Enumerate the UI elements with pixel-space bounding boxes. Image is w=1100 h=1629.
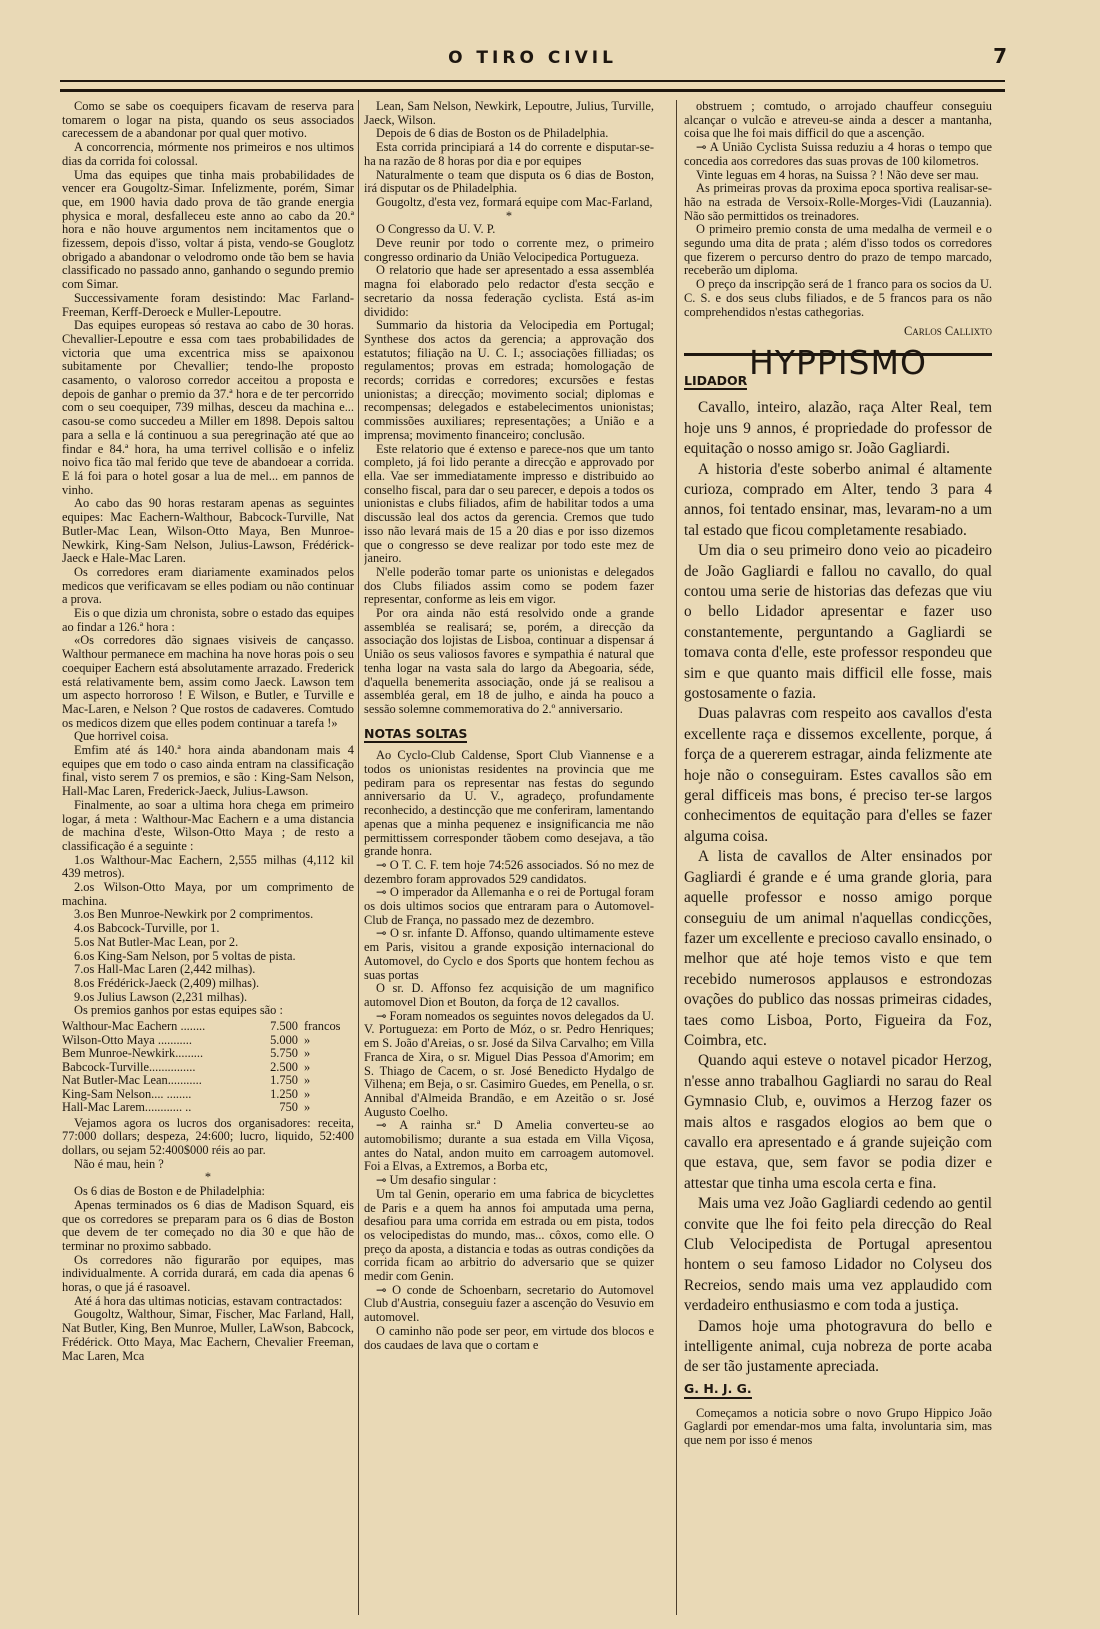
- prize-row: [62, 1074, 354, 1088]
- news-item: Um tal Genin, operario em uma fabrica de bicyclettes de Paris e a quem ha annos foi amputada uma perna, desafiou para uma corrida em estrada ou em pista, todos os velocipedistas do mundo, mas... côxos, como elle. O preço da aposta, a distancia e todas as outras condições da corrida ficam ao arbitrio do adversario que se quizer medir com Genin.: [364, 1186, 654, 1284]
- ghjg-heading: G. H. J. G.: [684, 1382, 752, 1399]
- article-boston-continued: [364, 100, 654, 210]
- notas-soltas: [364, 749, 654, 1352]
- notas-soltas-heading: NOTAS SOLTAS: [364, 727, 467, 744]
- paragraph: Não é mau, hein ?: [74, 1156, 164, 1171]
- paragraph: Esta corrida principiará a 14 do corrente e disputar-se-ha na razão de 8 horas por dia e por equipes: [364, 140, 654, 168]
- paragraph: Cavallo, inteiro, alazão, raça Alter Real, tem hoje uns 9 annos, é propriedade do professor de equitação o nosso amigo sr. João Gagliardi.: [684, 399, 992, 458]
- prize-amount: 5.750: [270, 1046, 298, 1061]
- article-six-days: [62, 100, 354, 1018]
- news-item: O primeiro premio consta de uma medalha de vermeil e o segundo uma dita de prata ; além d'isso todos os corredores que fizerem o percurso dentro do prazo de tempo marcado, receberão um diploma.: [684, 222, 992, 278]
- news-item: O caminho não pode ser peor, em virtude dos blocos e dos caudaes de lava que o cortam e: [364, 1323, 654, 1352]
- paragraph: Até á hora das ultimas noticias, estavam contractados:: [74, 1293, 343, 1308]
- news-item: ⊸ Foram nomeados os seguintes novos delegados da U. V. Portugueza: em Porto de Móz, o sr. Pedro Henriques; em S. João d'Areias, o sr. José da Silva Carvalho; em Villa Franca de Xira, o sr. Miguel Dias Pessoa d'Amorim; em S. Thiago de Cacem, o sr. José Benedicto Hydalgo de Vilhena; em Beja, o sr. Casimiro Guedes, em Penella, o sr. Annibal d'Almeida Brandão, e em Azeitão o sr. José Augusto Coelho.: [364, 1008, 654, 1119]
- news-item: obstruem ; comtudo, o arrojado chauffeur conseguiu alcançar o vulcão e atreveu-se ainda a descer a mantanha, coisa que lhe foi mais difficil do que a ascenção.: [684, 100, 992, 141]
- paragraph: Deve reunir por todo o corrente mez, o primeiro congresso ordinario da União Velocipedica Portugueza.: [364, 236, 654, 264]
- news-item: O sr. D. Affonso fez acquisição de um magnifico automovel Dion et Bouton, da força de 12 cavallos.: [364, 981, 654, 1009]
- paragraph: O relatorio que hade ser apresentado a essa assembléa magna foi elaborado pelo redactor d'esta secção e secretario da nossa federação cyclista. Está as-im dividido:: [364, 263, 654, 319]
- paragraph: 6.os King-Sam Nelson, por 5 voltas de pista.: [74, 948, 296, 963]
- news-item: ⊸ O T. C. F. tem hoje 74:526 associados. Só no mez de dezembro foram approvados 529 candidatos.: [364, 857, 654, 886]
- prize-unit: »: [304, 1046, 311, 1061]
- paragraph: 2.os Wilson-Otto Maya, por um comprimento de machina.: [62, 880, 354, 908]
- prize-team: Babcock-Turville...............: [62, 1059, 196, 1074]
- news-item: ⊸ A União Cyclista Suissa reduziu a 4 horas o tempo que concedia aos corredores das suas provas de 100 kilometros.: [684, 140, 992, 168]
- prize-unit: »: [304, 1032, 311, 1047]
- paragraph: O Congresso da U. V. P.: [376, 222, 496, 237]
- prize-unit: »: [304, 1100, 311, 1115]
- paragraph: A historia d'este soberbo animal é altamente curioza, comprado em Alter, tendo 3 para 4 annos, foi tentado ensinar, mas, levaram-no a um tal estado que ficou completamente resabiado.: [684, 460, 992, 539]
- paragraph: Uma das equipes que tinha mais probabilidades de vencer era Gougoltz-Simar. Infelizmente, porém, Simar que, em 1900 havia dado prova de tão grande energia physica e moral, desfalleceu este anno ao cabo da 20.ª hora e não houve argumentos nem incitamentos que o fizessem, depois d'isso, voltar á pista, vendo-se Gouglotz obrigado a abandonar o velodromo onde tão bem se havia classificado no passado anno, ganhando o segundo premio com Simar.: [62, 167, 354, 292]
- article-lidador: [684, 398, 992, 1378]
- prize-team: King-Sam Nelson.... ........: [62, 1086, 192, 1101]
- newspaper-title: O TIRO CIVIL: [448, 48, 617, 68]
- paragraph: Duas palavras com respeito aos cavallos d'esta excellente raça e dissemos excellente, porque, á força de a quererem estragar, ainda felizmente ate hoje não o conseguiram. Estes cavallos são em geral difficeis mas bons, é preciso ter-se largos conhecimentos de equitação para d'elles se fazer alguma coisa.: [684, 705, 992, 845]
- prize-row: [62, 1020, 354, 1034]
- prize-amount: 1.250: [270, 1086, 298, 1101]
- paragraph: Como se sabe os coequipers ficavam de reserva para tomarem o logar na pista, quando os seus associados carecessem de a abandonar por qual quer motivo.: [62, 100, 354, 141]
- paragraph: Damos hoje uma photogravura do bello e intelligente animal, cuja nobreza de porte acaba de ser tão justamente apreciada.: [684, 1317, 992, 1376]
- column-divider: [676, 100, 677, 1615]
- paragraph: 1.os Walthour-Mac Eachern, 2,555 milhas (4,112 kil 439 metros).: [62, 852, 354, 881]
- paragraph: Das equipes europeas só restava ao cabo de 30 horas. Chevallier-Lepoutre e essa com taes probabilidades de victoria que uma excentrica miss se apaixonou subitamente por Chevallier; tendo-lhe proposto casamento, o valoroso corredor acceitou a proposta e depois de ganhar o premio da 37.ª hora e de ter percorrido com o seu coequiper, 739 milhas, desceu da machina e... casou-se como succedeu a Miller em 1898. Depois saltou para a sella e lá continuou a sua peregrinação até que ao findar e 84.ª hora, ha uma terrivel collisão e o infeliz noivo fica tão mal ferido que teve de abandoear a corrida. E lá foi para o hotel gosar a lua de mel... em pannos de vinho.: [62, 318, 354, 497]
- prize-row: [62, 1101, 354, 1115]
- prize-team: Nat Butler-Mac Lean...........: [62, 1073, 202, 1088]
- paragraph: Depois de 6 dias de Boston os de Philadelphia.: [376, 126, 609, 141]
- paragraph: 4.os Babcock-Turville, por 1.: [74, 921, 220, 936]
- prizes-table: [62, 1020, 354, 1115]
- paragraph: «Os corredores dão signaes visiveis de cançasso. Walthour permanece em machina ha nove horas pois o seu coequiper Eachern está absolutamente arrazado. Frederick está relativamente bem, assim como Jaeck. Lawson tem um aspecto horroroso ! E Wilson, e Butler, e Turville e Mac-Laren, e Nelson ? Que rostos de cadaveres. Comtudo os medicos dizem que elles podem continuar a tarefa !»: [62, 633, 354, 730]
- author-signature: Carlos Callixto: [904, 324, 992, 339]
- prize-team: Wilson-Otto Maya ...........: [62, 1032, 192, 1047]
- article-congresso-uvp: [364, 223, 654, 716]
- lidador-heading: LIDADOR: [684, 374, 747, 391]
- paragraph: Gougoltz, Walthour, Simar, Fischer, Mac Farland, Hall, Nat Butler, King, Ben Munroe, Muller, LaWson, Babcock, Frédérick. Otto Maya, Mac Eachern, Chevalier Freeman, Mac Laren, Mca: [62, 1307, 354, 1363]
- paragraph: Eis o que dizia um chronista, sobre o estado das equipes ao findar a 126.ª hora :: [62, 606, 354, 634]
- column-divider: [358, 100, 359, 1615]
- paragraph: N'elle poderão tomar parte os unionistas e delegados dos Clubs filiados assim como se podem fazer representar, conforme as leis em vigor.: [364, 564, 654, 607]
- news-item: ⊸ A rainha sr.ª D Amelia converteu-se ao automobilismo; durante a sua estada em Villa Viçosa, antes do Natal, andon muito em carroagem automovel. Foi a Elvas, a Extremos, a Borba etc,: [364, 1118, 654, 1174]
- paragraph: Os premios ganhos por estas equipes são :: [74, 1003, 283, 1018]
- news-item: Vinte leguas em 4 horas, na Suissa ? ! Não deve ser mau.: [696, 167, 979, 182]
- news-item: ⊸ Um desafio singular :: [376, 1173, 497, 1188]
- news-item: ⊸ O sr. infante D. Affonso, quando ultimamente esteve em Paris, visitou a grande exposição internacional do Automovel, do Cyclo e dos Sports que hontem fechou as suas portas: [364, 926, 654, 982]
- page-number: 7: [993, 44, 1007, 68]
- news-item: ⊸ O imperador da Allemanha e o rei de Portugal foram os dois ultimos socios que entraram para o Automovel-Club de França, no passado mez de dezembro.: [364, 885, 654, 927]
- paragraph: Os corredores eram diariamente examinados pelos medicos que verificavam se elles podiam ou não continuar a prova.: [62, 564, 354, 607]
- news-item: O preço da inscripção será de 1 franco para os socios da U. C. S. e dos seus clubs filiados, e de 5 francos para os não comprehendidos n'estas cathegorias.: [684, 277, 992, 319]
- prize-row: [62, 1047, 354, 1061]
- prize-row: [62, 1061, 354, 1075]
- paragraph: 9.os Julius Lawson (2,231 milhas).: [74, 989, 248, 1004]
- paragraph: Este relatorio que é extenso e parece-nos que um tanto completo, já foi lido perante a direcção e approvado por ella. Vae ser immediatamente impresso e distribuido ao conselho fiscal, para dar o seu parecer, e depois a todos os unionistas e clubs filiados, afim de habilitar todos a uma discussão leal dos actos da gerencia. Cremos que tudo isso não levará mais de 15 a 20 dias e por isso dizemos que o congresso se deve realizar por todo este mez de janeiro.: [364, 441, 654, 566]
- prize-unit: francos: [304, 1019, 341, 1034]
- paragraph: 8.os Frédérick-Jaeck (2,409) milhas).: [74, 976, 260, 990]
- paragraph: Por ora ainda não está resolvido onde a grande assembléa se realisará; se, porém, a direcção da associação dos lojistas de Lisboa, continuar a dispensar á União os seus valiosos favores e sympathia é natural que tenha logar na vasta sala do largo da Abegoaria, séde, d'aquella benemerita associação, onde já se realisou a assembléa geral, em 18 de julho, e ainda ha pouco a sessão solemne commemorativa do 2.º anniversario.: [364, 606, 654, 716]
- organisers-profit: [62, 1117, 354, 1172]
- paragraph: Apenas terminados os 6 dias de Madison Squard, eis que os corredores se preparam para os 6 dias de Boston que devem de ter começado no dia 30 e que hão de terminar no proximo sabbado.: [62, 1197, 354, 1253]
- prize-team: Bem Munroe-Newkirk.........: [62, 1046, 204, 1061]
- prize-unit: »: [304, 1059, 311, 1074]
- paragraph: Gougoltz, d'esta vez, formará equipe com Mac-Farland,: [376, 194, 653, 209]
- prize-amount: 5.000: [270, 1032, 298, 1047]
- prize-team: Walthour-Mac Eachern ........: [62, 1019, 206, 1034]
- prize-team: Hall-Mac Larem............ ..: [62, 1100, 192, 1115]
- prize-amount: 2.500: [270, 1059, 298, 1074]
- paragraph: 7.os Hall-Mac Laren (2,442 milhas).: [74, 962, 256, 977]
- column-1: [62, 100, 354, 1620]
- column-2: [364, 100, 654, 1620]
- paragraph: A concorrencia, mórmente nos primeiros e nos ultimos dias da corrida foi colossal.: [62, 140, 354, 168]
- notas-soltas-continued: [684, 100, 992, 319]
- paragraph: 3.os Ben Munroe-Newkirk por 2 comprimentos.: [74, 907, 314, 922]
- paragraph: Emfim até ás 140.ª hora ainda abandonam mais 4 equipes que em todo o caso ainda entram na classificação final, visto serem 7 os premios, e são : King-Sam Nelson, Hall-Mac Laren, Frederick-Jaeck, Julius-Lawson.: [62, 743, 354, 799]
- paragraph: Mais uma vez João Gagliardi cedendo ao gentil convite que lhe foi feito pela direcção do Real Club Velocipedista de Portugal apresentou hontem o seu famoso Lidador no Colyseu dos Recreios, sendo mais uma vez applaudido com verdadeiro enthusiasmo e com toda a justiça.: [684, 1195, 992, 1315]
- section-title: HYPPISMO: [749, 342, 927, 382]
- prize-unit: »: [304, 1073, 311, 1088]
- paragraph: Lean, Sam Nelson, Newkirk, Lepoutre, Julius, Turville, Jaeck, Wilson.: [364, 100, 654, 127]
- column-3: [684, 100, 992, 1620]
- news-item: Ao Cyclo-Club Caldense, Sport Club Viannense e a todos os unionistas residentes na provincia que me pediram para os representar nas festas do segundo anniversario da U. V., agradeço, profundamente reconhecido, a destincção que me conferiram, lamentando apenas que a minha pequenez e insignificancia me não permittissem corresponder tãobem como desejava, a tão grande honra.: [364, 748, 654, 859]
- page-header: [60, 44, 1007, 78]
- prize-row: [62, 1088, 354, 1102]
- paragraph: A lista de cavallos de Alter ensinados por Gagliardi é grande e é uma grande gloria, para aquelle professor e nosso amigo porque conseguiu de um animal n'aquellas condicções, fazer um excellente e precioso cavallo ensinado, o melhor que até hoje temos visto e que tem recebido numerosos applausos e estrondozas ovações do publico das nossas primeiras cidades, taes como Lisboa, Porto, Figueira da Foz, Coimbra, etc.: [684, 848, 992, 1049]
- prize-amount: 750: [279, 1100, 298, 1115]
- paragraph: Que horrivel coisa.: [74, 729, 169, 744]
- paragraph: 5.os Nat Butler-Mac Lean, por 2.: [74, 934, 239, 949]
- article-boston-philadelphia: [62, 1185, 354, 1363]
- paragraph: Ao cabo das 90 horas restaram apenas as seguintes equipes: Mac Eachern-Walthour, Babcock-Turville, Nat Butler-Mac Lean, Wilson-Otto Maya, Ben Munroe-Newkirk, King-Sam Nelson, Julius-Lawson, Frédérick-Jaeck e Hale-Mac Laren.: [62, 496, 354, 566]
- header-rule: [60, 80, 1005, 92]
- separator-star: *: [505, 208, 513, 223]
- news-item: As primeiras provas da proxima epoca sportiva realisar-se-hão na estrada de Versoix-Rolle-Morges-Vidi (Lauzannia). Não são permittidos os treinadores.: [684, 181, 992, 223]
- news-item: ⊸ O conde de Schoenbarn, secretario do Automovel Club d'Austria, conseguiu fazer a ascenção do Vesuvio em automovel.: [364, 1282, 654, 1325]
- paragraph: Os corredores não figurarão por equipes, mas individualmente. A corrida durará, em cada dia apenas 6 horas, o que já é rasoavel.: [62, 1252, 354, 1295]
- article-ghjg: [684, 1407, 992, 1448]
- separator-star: *: [204, 1170, 212, 1185]
- paragraph: Os 6 dias de Boston e de Philadelphia:: [74, 1184, 265, 1199]
- prize-unit: »: [304, 1086, 311, 1101]
- paragraph: Naturalmente o team que disputa os 6 dias de Boston, irá disputar os de Philadelphia.: [364, 167, 654, 196]
- paragraph: Um dia o seu primeiro dono veio ao picadeiro de João Gagliardi e fallou no cavallo, do qual contou uma serie de historias das defezas que viu o bello Lidador apresentar e fazer uso constantemente, perguntando a Gagliardi se tomava conta d'elle, este professor respondeu que sim e que quanto mais difficil elle fosse, mais gostosamente o fazia.: [684, 542, 992, 703]
- prize-amount: 1.750: [270, 1073, 298, 1088]
- paragraph: Summario da historia da Velocipedia em Portugal; Synthese dos actos da gerencia; a approvação dos estatutos; filiação na U. C. I.; associações filliadas; os regulamentos; provas em estrada; homologação de records; corridas e corredores; excursões e festas unionistas; a direcção; movimento social; diplomas e recompensas; delegados e estabelecimentos unionistas; commissões auxiliares; representações; a União e a imprensa; movimento financeiro; conclusão.: [364, 318, 654, 442]
- prize-amount: 7.500: [270, 1019, 298, 1034]
- paragraph: Começamos a noticia sobre o novo Grupo Hippico João Gaglardi por emendar-mos uma falta, involuntaria sim, mas que nem por isso é menos: [684, 1405, 992, 1447]
- prize-row: [62, 1034, 354, 1048]
- paragraph: Successivamente foram desistindo: Mac Farland-Freeman, Kerff-Deroeck e Muller-Lepoutre.: [62, 290, 354, 319]
- paragraph: Quando aqui esteve o notavel picador Herzog, n'esse anno trabalhou Gagliardi no sarau do Real Gymnasio Club, e, ouvimos a Herzog fazer os mais altos e rasgados elogios ao bem que o cavallo era apresentado e á grande sujeição com que estava, que, sem favor se podia dizer e attestar que tinha uma escola certa e fina.: [684, 1052, 992, 1192]
- paragraph: Finalmente, ao soar a ultima hora chega em primeiro logar, á meta : Walthour-Mac Eachern e a uma distancia de machina d'este, Wilson-Otto Maya ; de resto a classificação é a seguinte :: [62, 797, 354, 853]
- paragraph: Vejamos agora os lucros dos organisadores: receita, 77:000 dollars; despeza, 24:600; lucro, liquido, 52:400 dollars, ou sejam 52:400$000 réis ao par.: [62, 1115, 354, 1158]
